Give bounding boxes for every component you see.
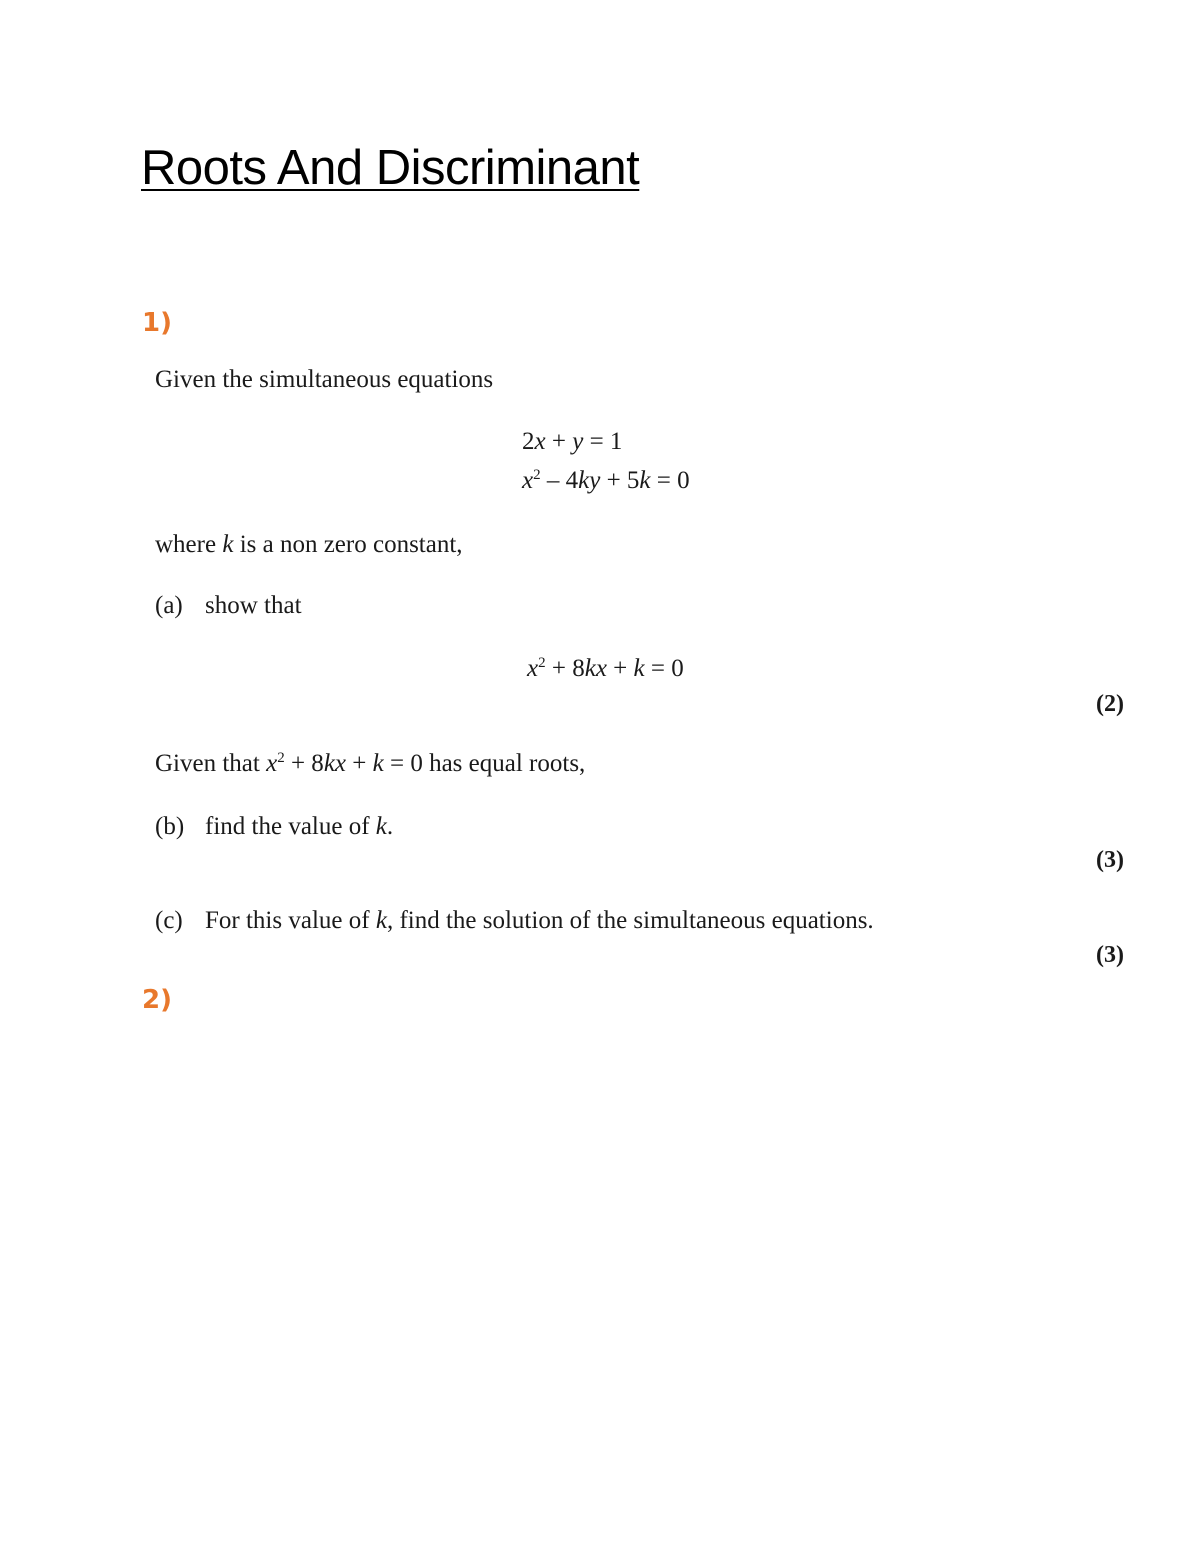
part-a-equation: $x^2 + 8kx + k = 0$ [527, 655, 684, 682]
question-intro: Given the simultaneous equations [155, 366, 494, 393]
equation-1: 2x + y = 1 [522, 428, 623, 455]
given-text: Given that $x^2 + 8kx + k = 0$ has equal roots, [155, 750, 586, 777]
page-title: Roots And Discriminant [141, 141, 640, 195]
marks-a: (2) [1096, 691, 1124, 717]
condition-text: where k is a non zero constant, [155, 531, 463, 558]
part-a-text: show that [205, 592, 302, 619]
marks-b: (3) [1096, 847, 1124, 873]
part-b: (b) find the value of k. [155, 813, 394, 840]
part-a-label: (a) [155, 592, 183, 619]
part-a [155, 592, 302, 620]
marks-c: (3) [1096, 942, 1124, 968]
part-b-label: (b) [155, 813, 185, 840]
equation-2: $x^2 - 4ky + 5k = 0$ [522, 467, 690, 494]
question-number-2: 2) [142, 985, 172, 1015]
part-c: (c) For this value of k, find the solution of the simultaneous equations. [155, 907, 874, 934]
question-number: 1) [142, 308, 172, 338]
part-c-label: (c) [155, 907, 183, 934]
